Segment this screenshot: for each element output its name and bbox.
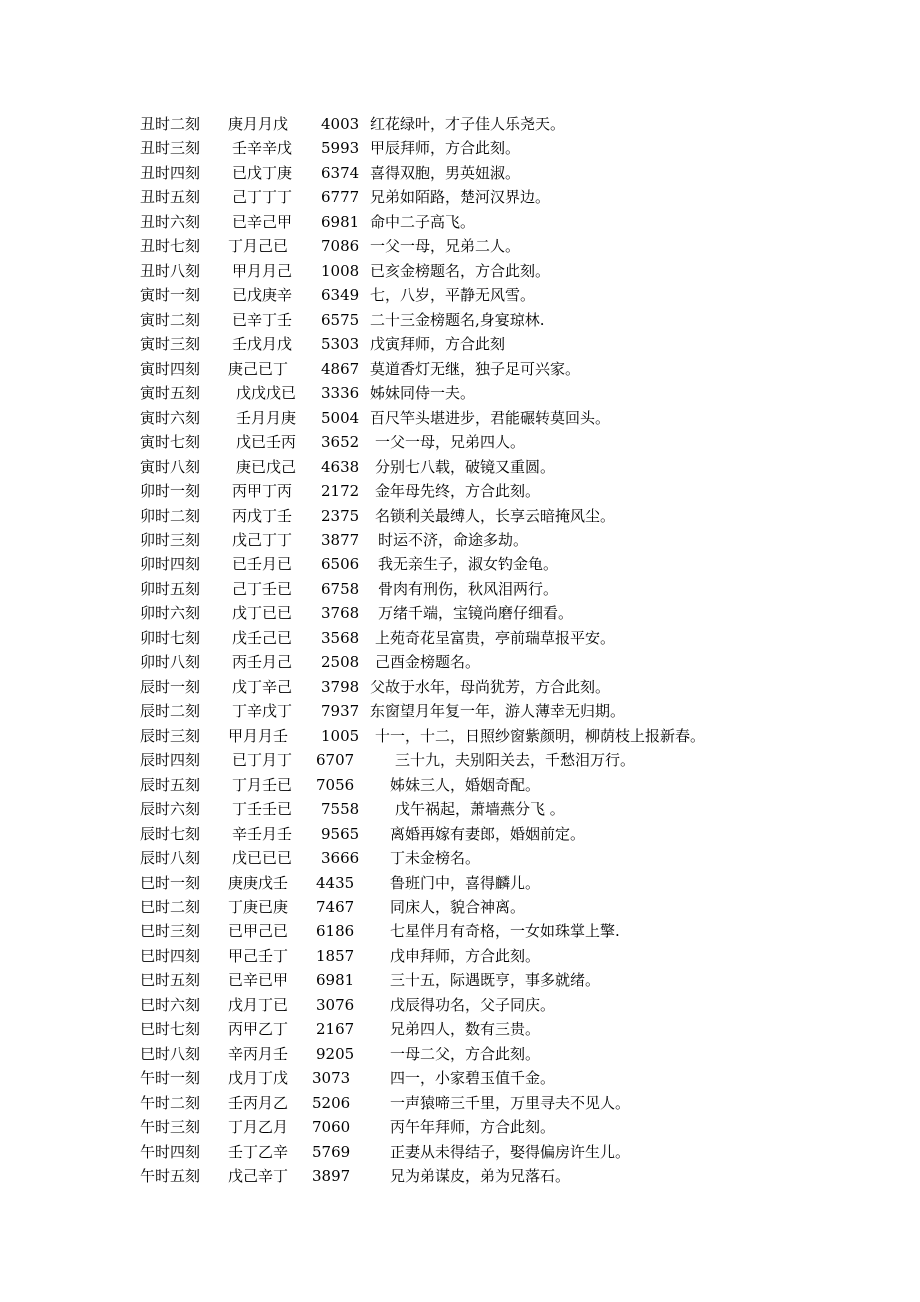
time-cell: 巳时八刻 xyxy=(140,1044,201,1063)
ganzhi-cell: 戊丁已已 xyxy=(232,604,293,623)
verse-cell: 百尺竿头堪进步，君能碾转莫回头。 xyxy=(370,408,611,427)
ganzhi-cell: 丙甲丁丙 xyxy=(232,482,293,501)
ganzhi-cell: 戊已已已 xyxy=(232,849,293,868)
ganzhi-cell: 甲己壬丁 xyxy=(228,946,289,965)
time-cell: 辰时七刻 xyxy=(140,824,201,843)
table-row xyxy=(0,822,920,846)
ganzhi-cell: 丁辛戊丁 xyxy=(232,702,293,721)
time-cell: 寅时一刻 xyxy=(140,286,201,305)
verse-cell: 分别七八载，破镜又重圆。 xyxy=(375,457,556,476)
verse-cell: 名锁利关最缚人，长享云暗掩风尘。 xyxy=(375,506,616,525)
ganzhi-cell: 庚庚戊壬 xyxy=(228,873,289,892)
table-row xyxy=(0,1091,920,1115)
time-cell: 寅时三刻 xyxy=(140,335,201,354)
ganzhi-cell: 已辛丁壬 xyxy=(232,310,293,329)
number-cell: 3073 xyxy=(312,1069,351,1088)
time-cell: 丑时六刻 xyxy=(140,212,201,231)
table-row xyxy=(0,283,920,307)
time-cell: 巳时三刻 xyxy=(140,922,201,941)
verse-cell: 鲁班门中，喜得麟儿。 xyxy=(390,873,541,892)
number-cell: 6707 xyxy=(316,751,355,770)
number-cell: 4638 xyxy=(321,457,360,476)
time-cell: 寅时四刻 xyxy=(140,359,201,378)
table-row xyxy=(0,455,920,479)
verse-cell: 离婚再嫁有妻郎，婚姻前定。 xyxy=(390,824,586,843)
time-cell: 辰时四刻 xyxy=(140,751,201,770)
table-row xyxy=(0,1140,920,1164)
verse-cell: 一声猿啼三千里，万里寻夫不见人。 xyxy=(390,1093,631,1112)
table-row xyxy=(0,1017,920,1041)
verse-cell: 兄弟四人，数有三贵。 xyxy=(390,1020,541,1039)
number-cell: 6186 xyxy=(316,922,355,941)
verse-cell: 一父一母，兄弟四人。 xyxy=(375,433,526,452)
verse-cell: 东窗望月年复一年，游人薄幸无归期。 xyxy=(370,702,626,721)
time-cell: 辰时三刻 xyxy=(140,726,201,745)
table-row xyxy=(0,1115,920,1139)
table-row xyxy=(0,650,920,674)
ganzhi-cell: 丁月己已 xyxy=(228,237,289,256)
ganzhi-cell: 庚己已丁 xyxy=(228,359,289,378)
time-cell: 巳时四刻 xyxy=(140,946,201,965)
table-row xyxy=(0,919,920,943)
time-cell: 卯时七刻 xyxy=(140,628,201,647)
number-cell: 5769 xyxy=(312,1142,351,1161)
ganzhi-cell: 丁壬壬已 xyxy=(232,800,293,819)
number-cell: 3336 xyxy=(321,384,360,403)
time-cell: 午时三刻 xyxy=(140,1118,201,1137)
ganzhi-cell: 甲月月壬 xyxy=(228,726,289,745)
table-row xyxy=(0,528,920,552)
time-cell: 寅时八刻 xyxy=(140,457,201,476)
table-row xyxy=(0,552,920,576)
time-cell: 卯时八刻 xyxy=(140,653,201,672)
table-row xyxy=(0,1042,920,1066)
verse-cell: 命中二子高飞。 xyxy=(370,212,476,231)
time-cell: 卯时三刻 xyxy=(140,530,201,549)
time-cell: 卯时六刻 xyxy=(140,604,201,623)
verse-cell: 戊申拜师，方合此刻。 xyxy=(390,946,541,965)
number-cell: 7467 xyxy=(316,898,355,916)
number-cell: 6758 xyxy=(321,579,360,598)
table-row xyxy=(0,699,920,723)
table-row xyxy=(0,797,920,821)
number-cell: 3076 xyxy=(316,995,355,1014)
time-cell: 辰时五刻 xyxy=(140,775,201,794)
table-row xyxy=(0,185,920,209)
verse-cell: 十一，十二，日照纱窗紫颜明，柳荫枝上报新春。 xyxy=(375,726,706,745)
time-cell: 丑时二刻 xyxy=(140,115,201,133)
ganzhi-cell: 己丁丁丁 xyxy=(232,188,293,207)
table-row xyxy=(0,601,920,625)
table-row xyxy=(0,773,920,797)
ganzhi-cell: 壬丙月乙 xyxy=(228,1093,289,1112)
table-row xyxy=(0,577,920,601)
number-cell: 9565 xyxy=(321,824,360,843)
verse-cell: 四一，小家碧玉值千金。 xyxy=(390,1069,556,1088)
time-cell: 丑时四刻 xyxy=(140,163,201,182)
number-cell: 7056 xyxy=(316,775,355,794)
number-cell: 7937 xyxy=(321,702,360,721)
number-cell: 5303 xyxy=(321,335,360,354)
verse-cell: 戊辰得功名，父子同庆。 xyxy=(390,995,556,1014)
time-cell: 丑时八刻 xyxy=(140,261,201,280)
verse-cell: 三十九，夫别阳关去，千愁泪万行。 xyxy=(395,751,636,770)
table-row xyxy=(0,724,920,748)
time-cell: 辰时一刻 xyxy=(140,677,201,696)
table-row xyxy=(0,675,920,699)
number-cell: 7060 xyxy=(312,1118,351,1137)
number-cell: 6777 xyxy=(321,188,360,207)
ganzhi-cell: 甲月月己 xyxy=(232,261,293,280)
time-cell: 卯时四刻 xyxy=(140,555,201,574)
verse-cell: 七，八岁，平静无风雪。 xyxy=(370,286,536,305)
ganzhi-cell: 戊壬己已 xyxy=(232,628,293,647)
number-cell: 6981 xyxy=(316,971,355,990)
verse-cell: 喜得双胞，男英妞淑。 xyxy=(370,163,521,182)
ganzhi-cell: 戊已壬丙 xyxy=(236,433,297,452)
verse-cell: 同床人，貌合神离。 xyxy=(390,898,526,916)
time-cell: 卯时二刻 xyxy=(140,506,201,525)
ganzhi-cell: 庚月月戊 xyxy=(228,115,289,133)
table-row xyxy=(0,357,920,381)
ganzhi-cell: 壬丁乙辛 xyxy=(228,1142,289,1161)
time-cell: 巳时五刻 xyxy=(140,971,201,990)
table-row xyxy=(0,1164,920,1188)
verse-cell: 骨肉有刑伤，秋风泪两行。 xyxy=(378,579,559,598)
time-cell: 辰时六刻 xyxy=(140,800,201,819)
time-cell: 午时一刻 xyxy=(140,1069,201,1088)
ganzhi-cell: 已戊丁庚 xyxy=(232,163,293,182)
table-row xyxy=(0,944,920,968)
ganzhi-cell: 丁月乙月 xyxy=(228,1118,289,1137)
verse-cell: 正妻从未得结子，娶得偏房许生儿。 xyxy=(390,1142,631,1161)
number-cell: 6575 xyxy=(321,310,360,329)
verse-cell: 父故于水年，母尚犹芳，方合此刻。 xyxy=(370,677,611,696)
verse-cell: 红花绿叶，才子佳人乐尧天。 xyxy=(370,115,566,133)
table-row xyxy=(0,968,920,992)
number-cell: 1008 xyxy=(321,261,360,280)
time-cell: 巳时二刻 xyxy=(140,898,201,916)
table-row xyxy=(0,210,920,234)
verse-cell: 己酉金榜题名。 xyxy=(375,653,481,672)
table-row xyxy=(0,112,920,136)
time-cell: 辰时八刻 xyxy=(140,849,201,868)
ganzhi-cell: 壬戊月戊 xyxy=(232,335,293,354)
number-cell: 3897 xyxy=(312,1167,351,1186)
verse-cell: 戊寅拜师，方合此刻 xyxy=(370,335,506,354)
verse-cell: 上苑奇花呈富贵，亭前瑞草报平安。 xyxy=(375,628,616,647)
table-row xyxy=(0,259,920,283)
number-cell: 2167 xyxy=(316,1020,355,1039)
time-cell: 卯时一刻 xyxy=(140,482,201,501)
ganzhi-cell: 戊己辛丁 xyxy=(228,1167,289,1186)
ganzhi-cell: 壬月月庚 xyxy=(236,408,297,427)
time-cell: 午时四刻 xyxy=(140,1142,201,1161)
number-cell: 3568 xyxy=(321,628,360,647)
number-cell: 4003 xyxy=(321,115,360,133)
time-cell: 午时二刻 xyxy=(140,1093,201,1112)
ganzhi-cell: 已壬月已 xyxy=(232,555,293,574)
verse-cell: 丁未金榜名。 xyxy=(390,849,481,868)
table-row xyxy=(0,332,920,356)
time-cell: 寅时六刻 xyxy=(140,408,201,427)
verse-cell: 金年母先终，方合此刻。 xyxy=(375,482,541,501)
verse-cell: 二十三金榜题名,身宴琼林. xyxy=(370,310,545,329)
verse-cell: 莫道香灯无继，独子足可兴家。 xyxy=(370,359,581,378)
table-row xyxy=(0,479,920,503)
number-cell: 5206 xyxy=(312,1093,351,1112)
number-cell: 5993 xyxy=(321,139,360,158)
number-cell: 4435 xyxy=(316,873,355,892)
ganzhi-cell: 丙甲乙丁 xyxy=(228,1020,289,1039)
number-cell: 2375 xyxy=(321,506,360,525)
ganzhi-cell: 丁庚已庚 xyxy=(228,898,289,916)
time-cell: 卯时五刻 xyxy=(140,579,201,598)
verse-cell: 甲辰拜师，方合此刻。 xyxy=(370,139,521,158)
document-body xyxy=(0,112,920,1189)
verse-cell: 兄弟如陌路，楚河汉界边。 xyxy=(370,188,551,207)
ganzhi-cell: 庚已戊己 xyxy=(236,457,297,476)
time-cell: 午时五刻 xyxy=(140,1167,201,1186)
number-cell: 2172 xyxy=(321,482,360,501)
ganzhi-cell: 已戊庚辛 xyxy=(232,286,293,305)
time-cell: 丑时七刻 xyxy=(140,237,201,256)
verse-cell: 兄为弟谋皮，弟为兄落石。 xyxy=(390,1167,571,1186)
number-cell: 5004 xyxy=(321,408,360,427)
ganzhi-cell: 已辛己甲 xyxy=(232,212,293,231)
time-cell: 丑时三刻 xyxy=(140,139,201,158)
ganzhi-cell: 戊月丁已 xyxy=(228,995,289,1014)
table-row xyxy=(0,993,920,1017)
ganzhi-cell: 戊月丁戊 xyxy=(228,1069,289,1088)
verse-cell: 一母二父，方合此刻。 xyxy=(390,1044,541,1063)
table-row xyxy=(0,895,920,919)
table-row xyxy=(0,308,920,332)
table-row xyxy=(0,234,920,258)
number-cell: 3798 xyxy=(321,677,360,696)
number-cell: 9205 xyxy=(316,1044,355,1063)
number-cell: 3768 xyxy=(321,604,360,623)
ganzhi-cell: 戊戊戊已 xyxy=(236,384,297,403)
table-row xyxy=(0,504,920,528)
ganzhi-cell: 已甲己已 xyxy=(228,922,289,941)
time-cell: 寅时五刻 xyxy=(140,384,201,403)
time-cell: 巳时七刻 xyxy=(140,1020,201,1039)
time-cell: 寅时二刻 xyxy=(140,310,201,329)
ganzhi-cell: 戊己丁丁 xyxy=(232,530,293,549)
table-row xyxy=(0,406,920,430)
ganzhi-cell: 己丁壬已 xyxy=(232,579,293,598)
table-row xyxy=(0,381,920,405)
number-cell: 3652 xyxy=(321,433,360,452)
number-cell: 3877 xyxy=(321,530,360,549)
ganzhi-cell: 已辛已甲 xyxy=(228,971,289,990)
number-cell: 6981 xyxy=(321,212,360,231)
number-cell: 6374 xyxy=(321,163,360,182)
verse-cell: 我无亲生子，淑女钓金龟。 xyxy=(378,555,559,574)
ganzhi-cell: 辛丙月壬 xyxy=(228,1044,289,1063)
time-cell: 丑时五刻 xyxy=(140,188,201,207)
table-row xyxy=(0,846,920,870)
ganzhi-cell: 丁月壬已 xyxy=(232,775,293,794)
ganzhi-cell: 已丁月丁 xyxy=(232,751,293,770)
number-cell: 4867 xyxy=(321,359,360,378)
ganzhi-cell: 戊丁辛己 xyxy=(232,677,293,696)
time-cell: 辰时二刻 xyxy=(140,702,201,721)
time-cell: 巳时一刻 xyxy=(140,873,201,892)
verse-cell: 七星伴月有奇格，一女如珠掌上擎. xyxy=(390,922,620,941)
verse-cell: 三十五，际遇既亨，事多就绪。 xyxy=(390,971,601,990)
verse-cell: 姊妹同侍一夫。 xyxy=(370,384,476,403)
number-cell: 6349 xyxy=(321,286,360,305)
number-cell: 6506 xyxy=(321,555,360,574)
table-row xyxy=(0,161,920,185)
verse-cell: 姊妹三人，婚姻奇配。 xyxy=(390,775,541,794)
verse-cell: 戊午祸起，萧墙燕分飞 。 xyxy=(395,800,565,819)
number-cell: 1857 xyxy=(316,946,355,965)
number-cell: 1005 xyxy=(321,726,360,745)
verse-cell: 万绪千端，宝镜尚磨仔细看。 xyxy=(378,604,574,623)
table-row xyxy=(0,430,920,454)
number-cell: 7558 xyxy=(321,800,360,819)
number-cell: 7086 xyxy=(321,237,360,256)
table-row xyxy=(0,1066,920,1090)
ganzhi-cell: 辛壬月壬 xyxy=(232,824,293,843)
verse-cell: 一父一母，兄弟二人。 xyxy=(370,237,521,256)
table-row xyxy=(0,871,920,895)
table-row xyxy=(0,626,920,650)
table-row xyxy=(0,748,920,772)
ganzhi-cell: 丙戊丁壬 xyxy=(232,506,293,525)
time-cell: 寅时七刻 xyxy=(140,433,201,452)
verse-cell: 时运不济，命途多劫。 xyxy=(378,530,529,549)
number-cell: 2508 xyxy=(321,653,360,672)
time-cell: 巳时六刻 xyxy=(140,995,201,1014)
table-row xyxy=(0,136,920,160)
ganzhi-cell: 壬辛辛戊 xyxy=(232,139,293,158)
number-cell: 3666 xyxy=(321,849,360,868)
verse-cell: 已亥金榜题名，方合此刻。 xyxy=(370,261,551,280)
verse-cell: 丙午年拜师，方合此刻。 xyxy=(390,1118,556,1137)
ganzhi-cell: 丙壬月己 xyxy=(232,653,293,672)
